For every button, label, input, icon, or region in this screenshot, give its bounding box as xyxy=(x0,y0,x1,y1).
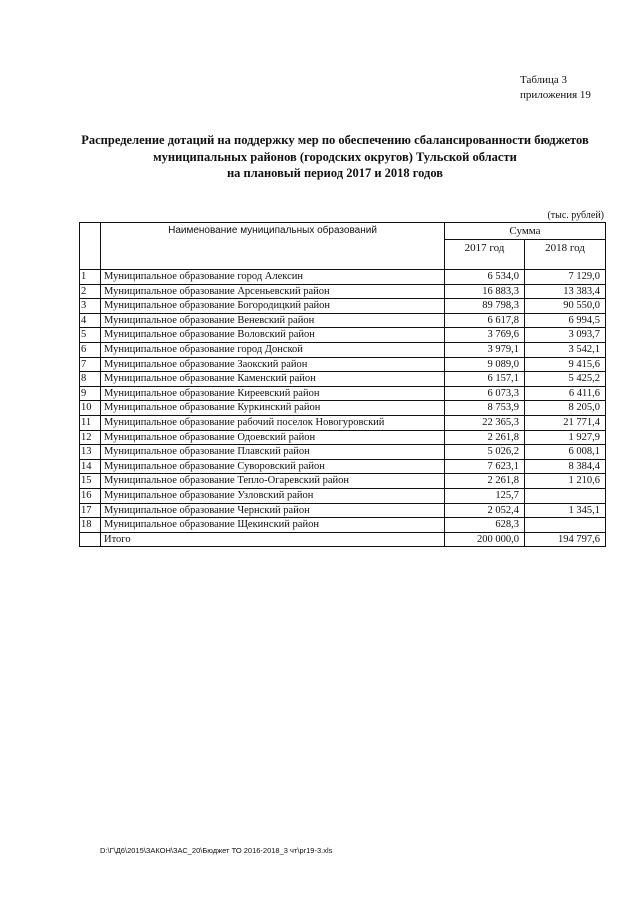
table-row xyxy=(80,372,606,387)
table-label: Таблица 3 xyxy=(520,74,568,86)
amount-2017: 125,7 xyxy=(445,488,525,503)
table-row xyxy=(80,299,606,314)
amount-2017: 9 089,0 xyxy=(445,357,525,372)
row-number: 5 xyxy=(80,328,101,343)
amount-2018 xyxy=(525,488,606,503)
municipality-name: Муниципальное образование Воловский район xyxy=(101,328,445,343)
header-2018: 2018 год xyxy=(525,240,606,270)
amount-2017: 16 883,3 xyxy=(445,284,525,299)
table-body xyxy=(80,270,606,547)
amount-2017: 8 753,9 xyxy=(445,401,525,416)
row-number: 14 xyxy=(80,459,101,474)
table-row xyxy=(80,357,606,372)
row-number: 10 xyxy=(80,401,101,416)
municipality-name: Муниципальное образование Арсеньевский район xyxy=(101,284,445,299)
title-line-2: муниципальных районов (городских округов) Тульской области xyxy=(153,149,517,164)
row-number: 17 xyxy=(80,503,101,518)
municipality-name: Муниципальное образование Каменский район xyxy=(101,372,445,387)
table-row xyxy=(80,401,606,416)
amount-2018: 6 411,6 xyxy=(525,386,606,401)
table-row xyxy=(80,386,606,401)
table-row xyxy=(80,313,606,328)
amount-2017: 6 617,8 xyxy=(445,313,525,328)
municipality-name: Муниципальное образование Суворовский район xyxy=(101,459,445,474)
row-number: 11 xyxy=(80,415,101,430)
amount-2017: 2 261,8 xyxy=(445,430,525,445)
header-no xyxy=(80,223,101,270)
row-number: 7 xyxy=(80,357,101,372)
municipality-name: Муниципальное образование Киреевский район xyxy=(101,386,445,401)
title-line-3: на плановый период 2017 и 2018 годов xyxy=(226,166,444,180)
amount-2018 xyxy=(525,518,606,533)
file-path-footer: D:\Г\Д6\2015\ЗАКОН\ЗАС_20\Бюджет ТО 2016-2018_3 чт\pr19-3.xls xyxy=(100,846,333,855)
amount-2018: 6 008,1 xyxy=(525,445,606,460)
row-number: 18 xyxy=(80,518,101,533)
municipality-name: Муниципальное образование город Донской xyxy=(101,342,445,357)
document-title xyxy=(60,132,610,182)
total-2017: 200 000,0 xyxy=(445,532,525,547)
amount-2017: 5 026,2 xyxy=(445,445,525,460)
total-number xyxy=(80,532,101,547)
municipality-name: Муниципальное образование Куркинский район xyxy=(101,401,445,416)
row-number: 2 xyxy=(80,284,101,299)
table-row xyxy=(80,459,606,474)
amount-2018: 1 927,9 xyxy=(525,430,606,445)
table-reference xyxy=(520,73,620,103)
municipality-name: Муниципальное образование Узловский район xyxy=(101,488,445,503)
amount-2017: 7 623,1 xyxy=(445,459,525,474)
amount-2017: 6 073,3 xyxy=(445,386,525,401)
amount-2018: 6 994,5 xyxy=(525,313,606,328)
row-number: 8 xyxy=(80,372,101,387)
table-row xyxy=(80,270,606,285)
appendix-label: приложения 19 xyxy=(520,89,591,101)
amount-2018: 5 425,2 xyxy=(525,372,606,387)
municipality-name: Муниципальное образование Тепло-Огаревский район xyxy=(101,474,445,489)
row-number: 16 xyxy=(80,488,101,503)
total-2018: 194 797,6 xyxy=(525,532,606,547)
amount-2018: 3 542,1 xyxy=(525,342,606,357)
table-row xyxy=(80,342,606,357)
municipality-name: Муниципальное образование Щекинский район xyxy=(101,518,445,533)
row-number: 4 xyxy=(80,313,101,328)
municipality-name: Муниципальное образование Заокский район xyxy=(101,357,445,372)
amount-2018: 13 383,4 xyxy=(525,284,606,299)
amount-2017: 2 261,8 xyxy=(445,474,525,489)
row-number: 1 xyxy=(80,270,101,285)
row-number: 6 xyxy=(80,342,101,357)
amount-2018: 8 384,4 xyxy=(525,459,606,474)
table-row xyxy=(80,474,606,489)
amount-2017: 3 769,6 xyxy=(445,328,525,343)
table-row xyxy=(80,430,606,445)
amount-2018: 1 345,1 xyxy=(525,503,606,518)
header-sum: Сумма xyxy=(445,223,606,240)
municipality-name: Муниципальное образование Богородицкий район xyxy=(101,299,445,314)
table-row xyxy=(80,284,606,299)
municipality-name: Муниципальное образование Чернский район xyxy=(101,503,445,518)
municipality-name: Муниципальное образование Одоевский район xyxy=(101,430,445,445)
municipality-name: Муниципальное образование рабочий поселок Новогуровский xyxy=(101,415,445,430)
amount-2017: 6 534,0 xyxy=(445,270,525,285)
amount-2018: 21 771,4 xyxy=(525,415,606,430)
amount-2017: 89 798,3 xyxy=(445,299,525,314)
row-number: 13 xyxy=(80,445,101,460)
amount-2017: 628,3 xyxy=(445,518,525,533)
row-number: 9 xyxy=(80,386,101,401)
table-row xyxy=(80,488,606,503)
amount-2018: 7 129,0 xyxy=(525,270,606,285)
table-row xyxy=(80,328,606,343)
table-row xyxy=(80,518,606,533)
header-row xyxy=(80,223,606,240)
row-number: 15 xyxy=(80,474,101,489)
amount-2017: 6 157,1 xyxy=(445,372,525,387)
subsidy-table xyxy=(79,222,606,547)
amount-2017: 2 052,4 xyxy=(445,503,525,518)
amount-2018: 9 415,6 xyxy=(525,357,606,372)
amount-2018: 8 205,0 xyxy=(525,401,606,416)
header-2017: 2017 год xyxy=(445,240,525,270)
total-label: Итого xyxy=(101,532,445,547)
row-number: 12 xyxy=(80,430,101,445)
amount-2017: 22 365,3 xyxy=(445,415,525,430)
units-label: (тыс. рублей) xyxy=(547,210,604,221)
total-row xyxy=(80,532,606,547)
amount-2018: 90 550,0 xyxy=(525,299,606,314)
amount-2018: 3 093,7 xyxy=(525,328,606,343)
amount-2018: 1 210,6 xyxy=(525,474,606,489)
municipality-name: Муниципальное образование Веневский район xyxy=(101,313,445,328)
municipality-name: Муниципальное образование Плавский район xyxy=(101,445,445,460)
row-number: 3 xyxy=(80,299,101,314)
header-name: Наименование муниципальных образований xyxy=(101,223,445,270)
table-row xyxy=(80,445,606,460)
table-row xyxy=(80,415,606,430)
table-row xyxy=(80,503,606,518)
amount-2017: 3 979,1 xyxy=(445,342,525,357)
municipality-name: Муниципальное образование город Алексин xyxy=(101,270,445,285)
title-line-1: Распределение дотаций на поддержку мер по обеспечению сбалансированности бюджетов xyxy=(81,133,589,147)
